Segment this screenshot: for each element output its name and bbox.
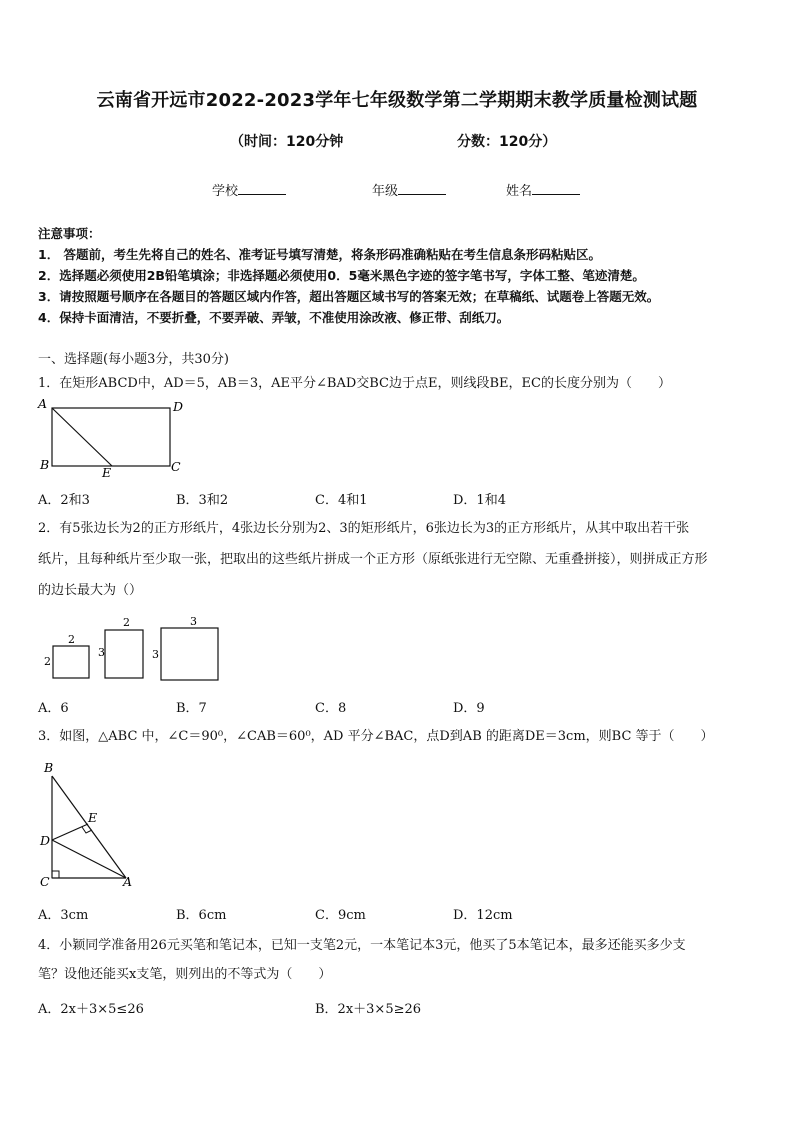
dim-rect-left: 3 [98, 646, 105, 659]
school-blank[interactable] [238, 182, 286, 195]
question-1-stem: 1．在矩形ABCD中，AD＝5，AB＝3，AE平分∠BAD交BC边于点E，则线段BE，EC的长度分别为（ ） [38, 376, 671, 391]
question-2-stem-line-3: 的边长最大为（） [38, 583, 143, 598]
dim-big-top: 3 [190, 615, 197, 628]
segment-ad [52, 840, 126, 878]
square-2x2 [53, 646, 89, 678]
dim-rect-top: 2 [123, 616, 130, 629]
grade-blank[interactable] [398, 182, 446, 195]
name-field [506, 180, 580, 199]
question-4-stem-line-2: 笔？设他还能买x支笔，则列出的不等式为（ ） [38, 967, 332, 982]
question-4-stem-line-1: 4．小颖同学准备用26元买笔和笔记本，已知一支笔2元，一本笔记本3元，他买了5本笔记本，最多还能买多少支 [38, 938, 686, 953]
label-e: E [102, 465, 112, 478]
notes-heading: 注意事项： [38, 226, 101, 241]
note-item: 3．请按照题号顺序在各题目的答题区域内作答，超出答题区域书写的答案无效；在草稿纸、试题卷上答题无效。 [38, 289, 660, 304]
q3-option-c[interactable]: C．9cm [315, 908, 366, 923]
dim-square-top: 2 [68, 633, 75, 646]
paper-pieces-figure [38, 612, 228, 684]
note-item: 4．保持卡面清洁，不要折叠，不要弄破、弄皱，不准使用涂改液、修正带、刮纸刀。 [38, 310, 510, 325]
q1-option-a[interactable]: A．2和3 [38, 493, 90, 508]
q1-option-d[interactable]: D．1和4 [453, 493, 506, 508]
grade-label: 年级 [372, 184, 399, 199]
label-e: E [88, 810, 98, 825]
rectangle-2x3 [105, 630, 143, 678]
square-3x3 [161, 628, 218, 680]
grade-field [372, 180, 446, 199]
question-2-stem-line-2: 纸片，且每种纸片至少取一张，把取出的这些纸片拼成一个正方形（原纸张进行无空隙、无重叠拼接），则拼成正方形 [38, 552, 708, 567]
segment-ae [52, 408, 112, 466]
exam-time: （时间：120分钟 [230, 134, 344, 150]
q2-option-d[interactable]: D．9 [453, 701, 485, 716]
segment-de [52, 824, 88, 840]
q2-option-b[interactable]: B．7 [176, 701, 207, 716]
label-a: A [38, 396, 48, 411]
q1-option-c[interactable]: C．4和1 [315, 493, 368, 508]
triangle-abc-figure [36, 756, 146, 892]
q4-option-b[interactable]: B．2x＋3×5≥26 [315, 1002, 422, 1017]
page-title: 云南省开远市2022-2023学年七年级数学第二学期期末教学质量检测试题 [96, 90, 698, 111]
label-c: C [171, 459, 181, 474]
rectangle-outline [52, 408, 170, 466]
name-blank[interactable] [532, 182, 580, 195]
name-label: 姓名 [506, 184, 533, 199]
label-a: A [123, 874, 133, 889]
q3-option-b[interactable]: B．6cm [176, 908, 227, 923]
q2-option-c[interactable]: C．8 [315, 701, 347, 716]
q3-option-a[interactable]: A．3cm [38, 908, 89, 923]
label-c: C [40, 874, 50, 889]
label-b: B [40, 457, 50, 472]
school-field [212, 180, 286, 199]
school-label: 学校 [212, 184, 239, 199]
section-heading: 一、选择题(每小题3分，共30分) [38, 352, 229, 367]
q1-option-b[interactable]: B．3和2 [176, 493, 229, 508]
side-ab [52, 776, 126, 878]
right-angle-mark-c [52, 871, 59, 878]
note-item: 1． 答题前，考生先将自己的姓名、准考证号填写清楚，将条形码准确粘贴在考生信息条形码粘贴区。 [38, 247, 602, 262]
question-2-stem-line-1: 2．有5张边长为2的正方形纸片，4张边长分别为2、3的矩形纸片，6张边长为3的正方形纸片，从其中取出若干张 [38, 521, 690, 536]
q2-option-a[interactable]: A．6 [38, 701, 69, 716]
exam-score: 分数：120分） [457, 134, 557, 150]
label-b: B [44, 760, 54, 775]
note-item: 2．选择题必须使用2B铅笔填涂；非选择题必须使用0．5毫米黑色字迹的签字笔书写，字体工整、笔迹清楚。 [38, 268, 645, 283]
q4-option-a[interactable]: A．2x＋3×5≤26 [38, 1002, 144, 1017]
label-d: D [40, 833, 51, 848]
q3-option-d[interactable]: D．12cm [453, 908, 513, 923]
dim-square-left: 2 [44, 655, 51, 668]
label-d: D [173, 399, 184, 414]
dim-big-left: 3 [152, 648, 159, 661]
rectangle-abcd-figure [36, 396, 186, 478]
question-3-stem: 3．如图，△ABC 中，∠C＝90⁰，∠CAB＝60⁰，AD 平分∠BAC，点D到AB 的距离DE＝3cm，则BC 等于（ ） [38, 729, 714, 744]
